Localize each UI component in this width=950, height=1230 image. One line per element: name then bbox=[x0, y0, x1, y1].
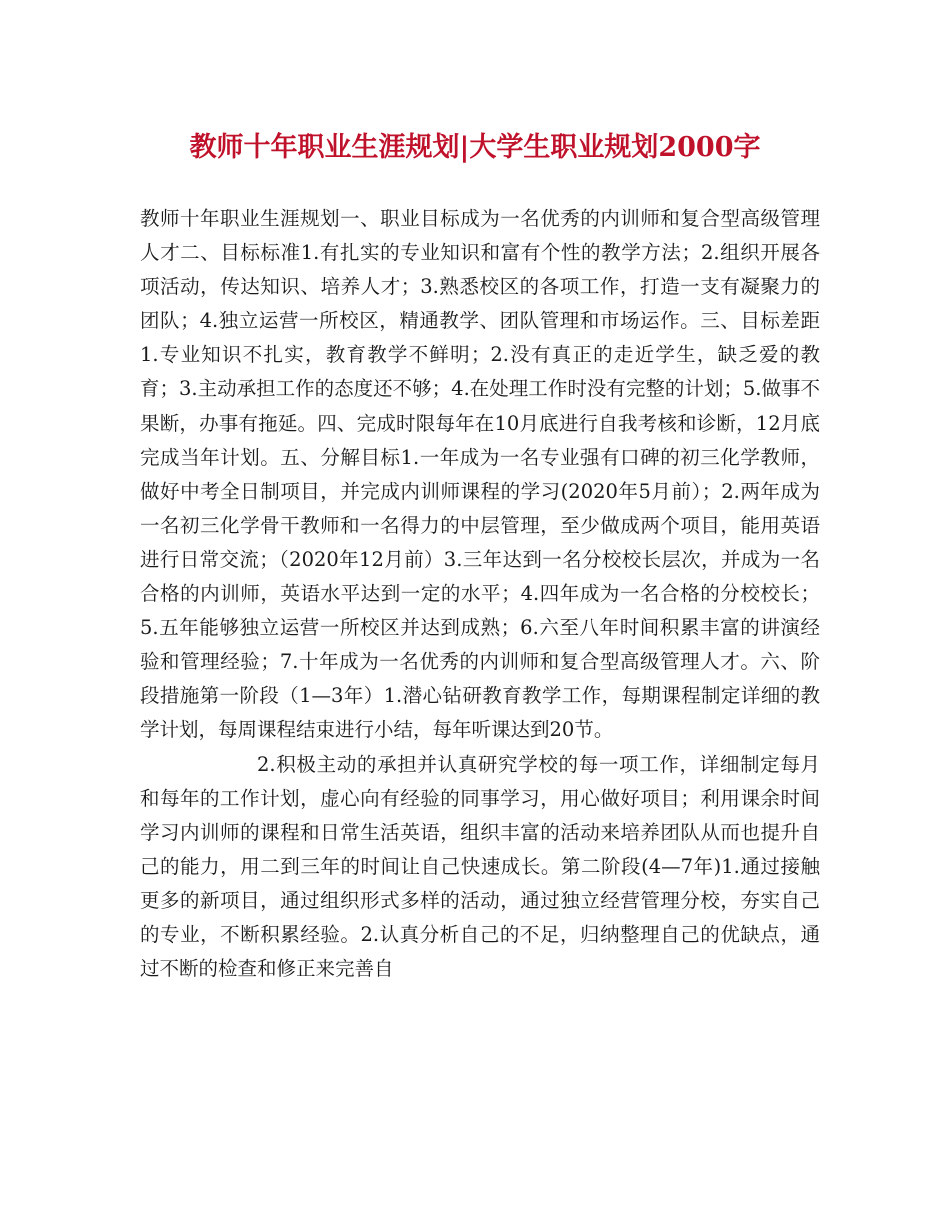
paragraph-2: 2.积极主动的承担并认真研究学校的每一项工作，详细制定每月和每年的工作计划，虚心向有经验的同事学习，用心做好项目；利用课余时间学习内训师的课程和日常生活英语，组织丰富的活动来培养团队从而也提升自己的能力，用二到三年的时间让自己快速成长。第二阶段(4—7年)1.通过接触更多的新项目，通过组织形式多样的活动，通过独立经营管理分校，夯实自己的专业，不断积累经验。2.认真分析自己的不足，归纳整理自己的优缺点，通过不断的检查和修正来完善自 bbox=[140, 752, 820, 981]
paragraph-1: 教师十年职业生涯规划一、职业目标成为一名优秀的内训师和复合型高级管理人才二、目标标准1.有扎实的专业知识和富有个性的教学方法；2.组织开展各项活动，传达知识、培养人才；3.熟悉校区的各项工作，打造一支有凝聚力的团队；4.独立运营一所校区，精通教学、团队管理和市场运作。三、目标差距1.专业知识不扎实，教育教学不鲜明；2.没有真正的走近学生，缺乏爱的教育；3.主动承担工作的态度还不够；4.在处理工作时没有完整的计划；5.做事不果断，办事有拖延。四、完成时限每年在10月底进行自我考核和诊断，12月底完成当年计划。五、分解目标1.一年成为一名专业强有口碑的初三化学教师，做好中考全日制项目，并完成内训师课程的学习(2020年5月前）；2.两年成为一名初三化学骨干教师和一名得力的中层管理，至少做成两个项目，能用英语进行日常交流；（2020年12月前）3.三年达到一名分校校长层次，并成为一名合格的内训师，英语水平达到一定的水平；4.四年成为一名合格的分校校长；5.五年能够独立运营一所校区并达到成熟；6.六至八年时间积累丰富的讲演经验和管理经验；7.十年成为一名优秀的内训师和复合型高级管理人才。六、阶段措施第一阶段（1—3年）1.潜心钻研教育教学工作，每期课程制定详细的教学计划，每周课程结束进行小结，每年听课达到20节。 bbox=[140, 207, 820, 742]
document-title: 教师十年职业生涯规划|大学生职业规划2000字 bbox=[189, 132, 761, 163]
document-body bbox=[140, 202, 820, 986]
